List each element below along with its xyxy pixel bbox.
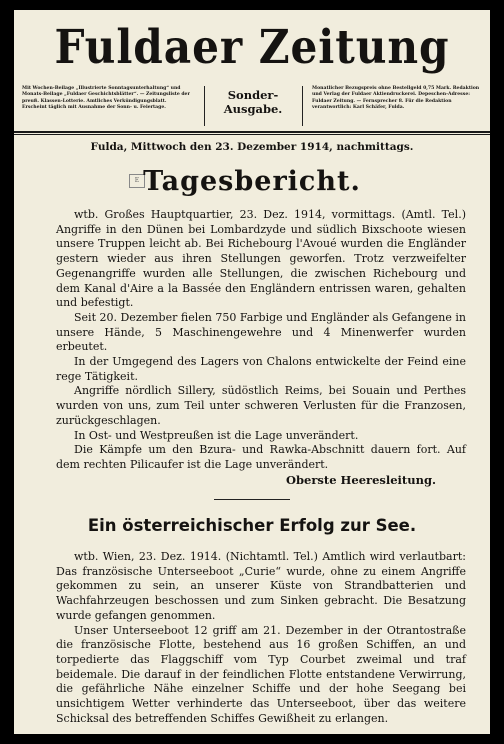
dateline: Fulda, Mittwoch den 23. Dezember 1914, nachmittags. (90, 141, 414, 153)
daily-report (56, 208, 466, 473)
newspaper-page (14, 10, 490, 734)
report-signature: Oberste Heeresleitung. (285, 473, 436, 487)
special-edition-line1: Sonder- (227, 88, 279, 102)
divider (204, 86, 205, 126)
report-paragraph: Seit 20. Dezember fielen 750 Farbige und Engländer als Gefangene in unsere Hände, 5 Maschinengewehre und 4 Minenwerfer wurden erbeutet. (56, 310, 466, 354)
sea-paragraph: wtb. Wien, 23. Dez. 1914. (Nichtamtl. Tel.) Amtlich wird verlautbart: Das französische Unterseeboot „Curie“ wurde, ohne zu einem Angriffe gekommen zu sein, an unserer Küste von Strandbatterien und Wachfahrzeugen beschossen und zum Sinken gebracht. Die Besatzung wurde gefangen genommen. (56, 550, 466, 622)
masthead-info-row (22, 86, 482, 130)
masthead-info-right: Monatlicher Bezugspreis ohne Bestellgeld 0,75 Mark. Redaktion und Verlag der Fuldaer Aktiendruckerei. Depeschen-Adresse: Fuldaer Zeitung. — Fernsprecher 8. Für die Redaktion verantwortlich: Karl Schäfer, Fulda. (312, 86, 480, 110)
sea-paragraph: Unser Unterseeboot 12 griff am 21. Dezember in der Otrantostraße die französische Flotte, bestehend aus 16 großen Schiffen, an und torpedierte das Flaggschiff vom Typ Courbet zweimal und traf beidemale. Die darauf in der feindlichen Flotte entstandene Verwirrung, die gefährliche Nähe einzelner Schiffe und der hohe Seegang bei unsichtigem Wetter verhinderte das Unterseeboot, über das weitere Schicksal des betreffenden Schiffes Gewißheit zu erlangen. (56, 623, 466, 725)
report-paragraph: In Ost- und Westpreußen ist die Lage unverändert. (74, 428, 359, 442)
divider (302, 86, 303, 126)
sea-report (56, 550, 466, 726)
rule-top (14, 131, 490, 133)
report-paragraph: In der Umgegend des Lagers von Chalons entwickelte der Feind eine rege Tätigkeit. (56, 355, 466, 383)
report-paragraph: wtb. Großes Hauptquartier, 23. Dez. 1914, vormittags. (Amtl. Tel.) Angriffe in den Dünen bei Lombardzyde und südlich Bixschoote wiesen unsere Truppen leicht ab. Bei Richebourg l'Avoué wurden die Engländer gestern wieder aus ihren Stellungen geworfen. Trotz verzweifelter Gegenangriffe wurden alle Stellungen, die zwischen Richebourg und dem Kanal d'Aire a la Bassée den Engländern entrissen waren, gehalten und befestigt. (56, 208, 466, 310)
masthead-title: Fuldaer Zeitung (54, 20, 450, 75)
masthead-info-left: Mit Wochen-Beilage „Illustrierte Sonntagsunterhaltung“ und Monats-Beilage „Fuldaer Geschichtsblätter“. — Zeitungsliste der preuß. Klassen-Lotterie. Amtliches Verkündigungsblatt. Erscheint täglich mit Ausnahme der Sonn- u. Feiertage. (22, 86, 190, 110)
section-separator (214, 499, 290, 500)
report-paragraph: Angriffe nördlich Sillery, südöstlich Reims, bei Souain und Perthes wurden von uns, zum Teil unter schweren Verlusten für die Franzosen, zurückgeschlagen. (56, 384, 466, 427)
stamp-mark: E (129, 174, 145, 188)
section-headline: Ein österreichischer Erfolg zur See. (87, 516, 417, 535)
special-edition-label (212, 88, 294, 116)
page-headline: Tagesbericht. (143, 166, 361, 197)
special-edition-line2: Ausgabe. (223, 102, 283, 116)
rule-top-thin (14, 134, 490, 135)
report-paragraph: Die Kämpfe um den Bzura- und Rawka-Abschnitt dauern fort. Auf dem rechten Pilicaufer ist die Lage unverändert. (56, 443, 466, 471)
